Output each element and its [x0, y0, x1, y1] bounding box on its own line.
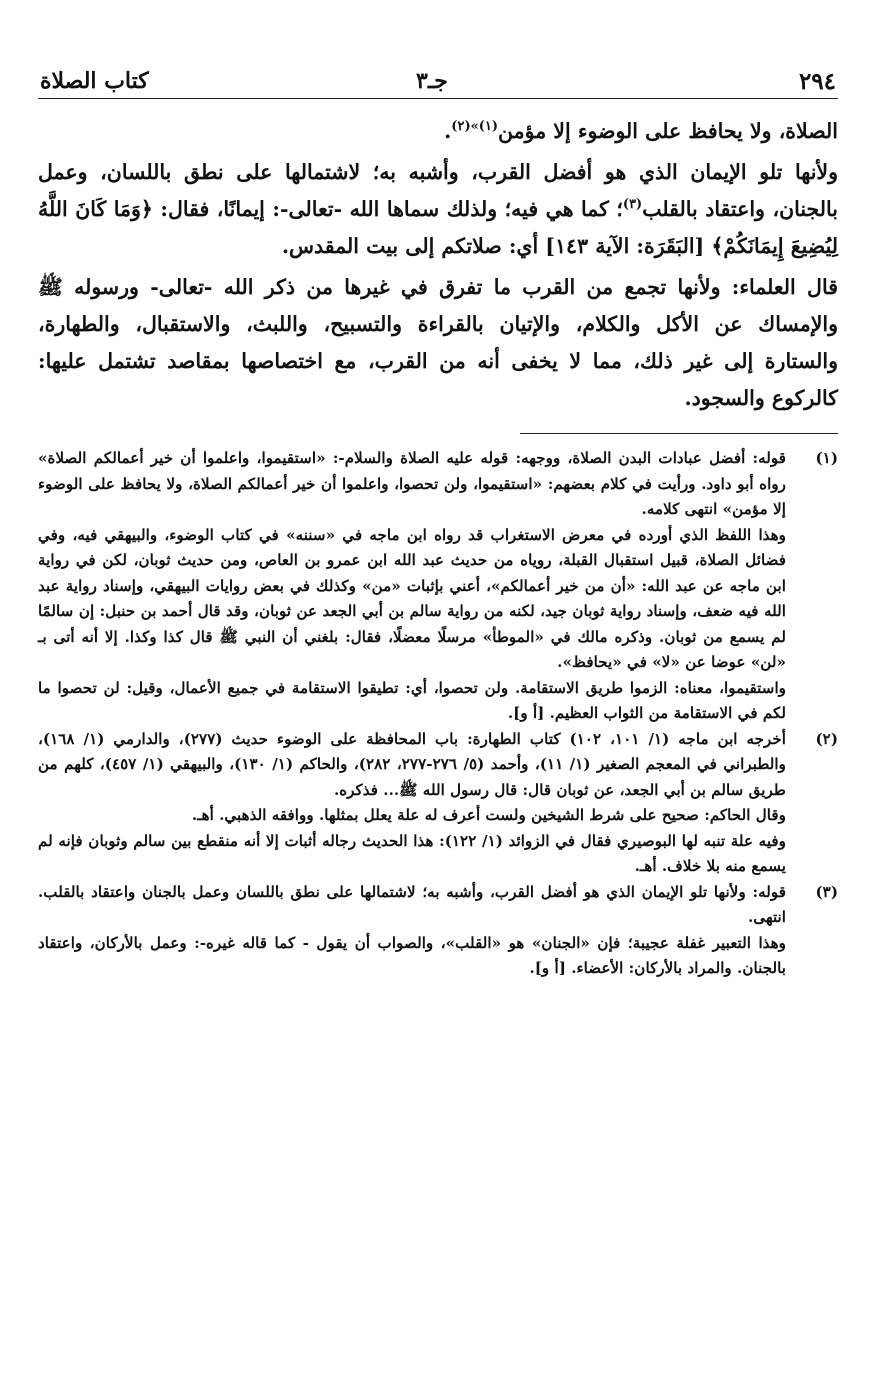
footnote-paragraph: قوله: أفضل عبادات البدن الصلاة، ووجهه: قوله عليه الصلاة والسلام-: «استقيموا، واعلموا أن خير أعمالكم الصلاة» رواه أبو داود. ورأيت في كلام بعضهم: «استقيموا، ولن تحصوا، واعلموا أن خير أعمالكم الصلاة، ولا يحافظ على الوضوء إلا مؤمن» انتهى كلامه.: [38, 449, 786, 518]
footnote-body: [38, 727, 786, 880]
footnote-number: (٣): [815, 882, 838, 901]
main-text-line: الصلاة، ولا يحافظ على الوضوء إلا مؤمن: [498, 119, 838, 143]
footnote: [38, 727, 838, 880]
footnote-number: (٢): [815, 729, 838, 748]
footnote-number: (١): [815, 449, 838, 467]
main-text-line: ولأنها تلو الإيمان الذي هو أفضل القرب، وأشبه به؛ لاشتمالها على نطق باللسان، وعمل بالجنان، واعتقاد بالقلب: [38, 160, 838, 221]
footnote-paragraph: وفيه علة تنبه لها البوصيري فقال في الزوائد (١/ ١٢٢): هذا الحديث رجاله أثبات إلا أنه منقطع بين سالم وثوبان فإنه لم يسمع منه بلا خلاف. أهـ.: [38, 831, 786, 875]
book-title: كتاب الصلاة: [40, 68, 149, 94]
footnotes: [38, 446, 838, 982]
footnote-paragraph: قوله: ولأنها تلو الإيمان الذي هو أفضل القرب، وأشبه به؛ لاشتمالها على نطق باللسان وعمل بالجنان واعتقاد بالقلب. انتهى.: [38, 882, 786, 926]
main-text-line: ؛ كما هي فيه؛ ولذلك سماها الله -تعالى-: إيمانًا، فقال: ﴿وَمَا كَانَ اللَّهُ لِيُضِيعَ إِيمَانَكُمْ﴾ [البَقَرَة: الآية ١٤٣] أي: صلاتكم إلى بيت المقدس.: [38, 197, 838, 258]
book-page: [38, 64, 838, 982]
main-text-line: .: [444, 119, 452, 143]
main-paragraph: [38, 154, 838, 265]
main-paragraph: قال العلماء: ولأنها تجمع من القرب ما تفرق في غيرها من ذكر الله -تعالى- ورسوله ﷺ والإمساك عن الأكل والكلام، والإتيان بالقراءة والتسبيح، واللبث، والاستقبال، والطهارة، والستارة إلى غير ذلك، مما لا يخفى أنه من القرب، مع اختصاصها بمقاصد تشتمل عليها: كالركوع والسجود.: [38, 275, 838, 410]
volume-label: جـ٣: [416, 68, 448, 94]
page-header: [38, 64, 838, 99]
footnote: [38, 880, 838, 982]
footnote: [38, 446, 838, 727]
footnote-paragraph: وهذا التعبير غفلة عجيبة؛ فإن «الجنان» هو «القلب»، والصواب أن يقول - كما قاله غيره-: وعمل بالأركان، واعتقاد بالجنان. والمراد بالأركان: الأعضاء. [أ و].: [38, 933, 786, 977]
main-paragraph: [38, 113, 838, 150]
main-text: [38, 113, 838, 417]
footnote-ref: (٣): [622, 197, 643, 213]
footnote-paragraph: واستقيموا، معناه: الزموا طريق الاستقامة. ولن تحصوا، أي: تطيقوا الاستقامة في جميع الأعمال، وقيل: لن تحصوا ما لكم في الاستقامة من الثواب العظيم. [أ و].: [38, 678, 786, 722]
footnote-ref: »(٢): [451, 119, 479, 135]
footnote-body: [38, 446, 786, 727]
footnote-paragraph: وقال الحاكم: صحيح على شرط الشيخين ولست أعرف له علة يعلل بمثلها. ووافقه الذهبي. أهـ.: [191, 806, 786, 824]
footnote-paragraph: أخرجه ابن ماجه (١/ ١٠١، ١٠٢) كتاب الطهارة: باب المحافظة على الوضوء حديث (٢٧٧)، والدارمي (١/ ١٦٨)، والطبراني في المعجم الصغير (١/ ١١)، وأحمد (٥/ ٢٧٦-٢٧٧، ٢٨٢)، والحاكم (١/ ١٣٠)، والبيهقي (١/ ٤٥٧)، كلهم من طريق سالم بن أبي الجعد، عن ثوبان قال: قال رسول الله ﷺ... فذكره.: [38, 729, 786, 799]
footnote-body: [38, 880, 786, 982]
page-number: ٢٩٤: [798, 68, 836, 95]
footnote-paragraph: وهذا اللفظ الذي أورده في معرض الاستغراب قد رواه ابن ماجه في «سننه» في كتاب الوضوء، والبيهقي فيه، وفي فضائل الصلاة، قبيل استقبال القبلة، روياه من حديث عبد الله ابن عمرو بن العاص، ومن حديث ثوبان، لكن في رواية ابن ماجه عن عبد الله: «أن من خير أعمالكم»، أعني بإثبات «من» وكذلك في بعض روايات البيهقي، وإسناد رواية عبد الله فيه ضعف، وإسناد رواية ثوبان جيد، لكنه من رواية سالم بن أبي الجعد عن ثوبان، وقد قال أحمد بن حنبل: إن سالمًا لم يسمع من ثوبان. وذكره مالك في «الموطأ» مرسلًا معضلًا، فقال: بلغني أن النبي ﷺ قال كذا وكذا. إلا أنه أتى بـ «لن» عوضا عن «لا» في «يحافظ».: [38, 525, 786, 671]
footnote-separator: [520, 433, 838, 434]
footnote-ref: (١): [478, 119, 499, 135]
